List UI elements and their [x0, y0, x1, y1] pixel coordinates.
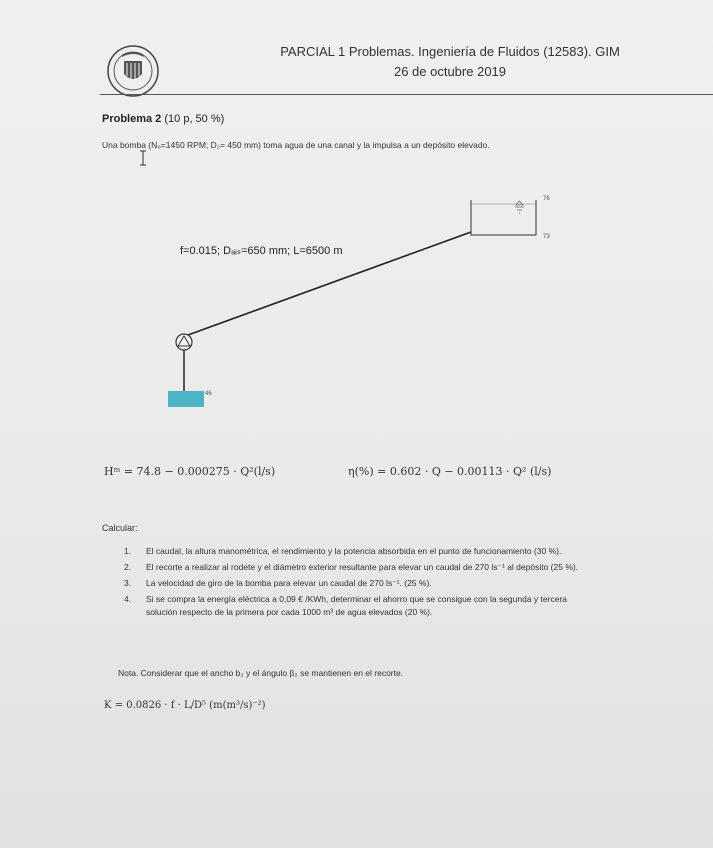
- pipe-parameters-label: f=0.015; Dₐᵢₛ=650 mm; L=6500 m: [180, 245, 343, 257]
- exam-header: [260, 42, 640, 82]
- text-cursor-icon: [139, 150, 147, 166]
- list-item: 1. El caudal, la altura manométrica, el rendimiento y la potencia absorbida en el punto de funcionamiento (30 %).: [124, 546, 562, 556]
- university-seal-icon: [106, 44, 160, 98]
- list-item: 3. La velocidad de giro de la bomba para elevar un caudal de 270 ls⁻¹. (25 %).: [124, 578, 432, 588]
- elevation-tank-bottom: 73: [543, 234, 550, 240]
- elevated-tank: [471, 200, 536, 235]
- pump-efficiency-curve: η(%) = 0.602 · Q − 0.00113 · Q² (l/s): [348, 465, 552, 478]
- pumping-system-diagram: [160, 190, 580, 420]
- canal-water: [168, 391, 204, 407]
- elevation-canal: 46: [205, 391, 212, 397]
- calculate-heading: Calcular:: [102, 523, 138, 533]
- problem-description: Una bomba (N₀=1450 RPM; D₂= 450 mm) toma agua de una canal y la impulsa a un depósito elevado.: [102, 140, 490, 150]
- elevation-tank-top: 76: [543, 196, 550, 202]
- pump-symbol: [176, 334, 192, 350]
- task-list: [120, 545, 600, 622]
- list-item: 4. Si se compra la energía eléctrica a 0,09 € /KWh, determinar el ahorro que se consigue con la segunda y tercera solución respecto de la primera por cada 1000 m³ de agua elevados (20 %).: [124, 594, 567, 617]
- problem-number: Problema 2: [102, 113, 162, 125]
- problem-title: [102, 113, 224, 125]
- note-text: Nota. Considerar que el ancho b₂ y el ángulo β₂ se mantienen en el recorte.: [118, 668, 404, 678]
- pump-head-curve: Hᵐ = 74.8 − 0.000275 · Q²(l/s): [104, 465, 276, 478]
- header-divider: [100, 94, 713, 95]
- header-date: 26 de octubre 2019: [393, 64, 507, 79]
- header-title-line1: PARCIAL 1 Problemas. Ingeniería de Fluidos (12583). GIM: [280, 44, 620, 59]
- k-coefficient-formula: K = 0.0826 · f · L/D⁵ (m(m³/s)⁻²): [104, 700, 266, 711]
- problem-points: (10 p, 50 %): [161, 113, 225, 125]
- list-item: 2. El recorte a realizar al rodete y el diámetro exterior resultante para elevar un caudal de 270 ls⁻¹ al depósito (25 %).: [124, 562, 579, 572]
